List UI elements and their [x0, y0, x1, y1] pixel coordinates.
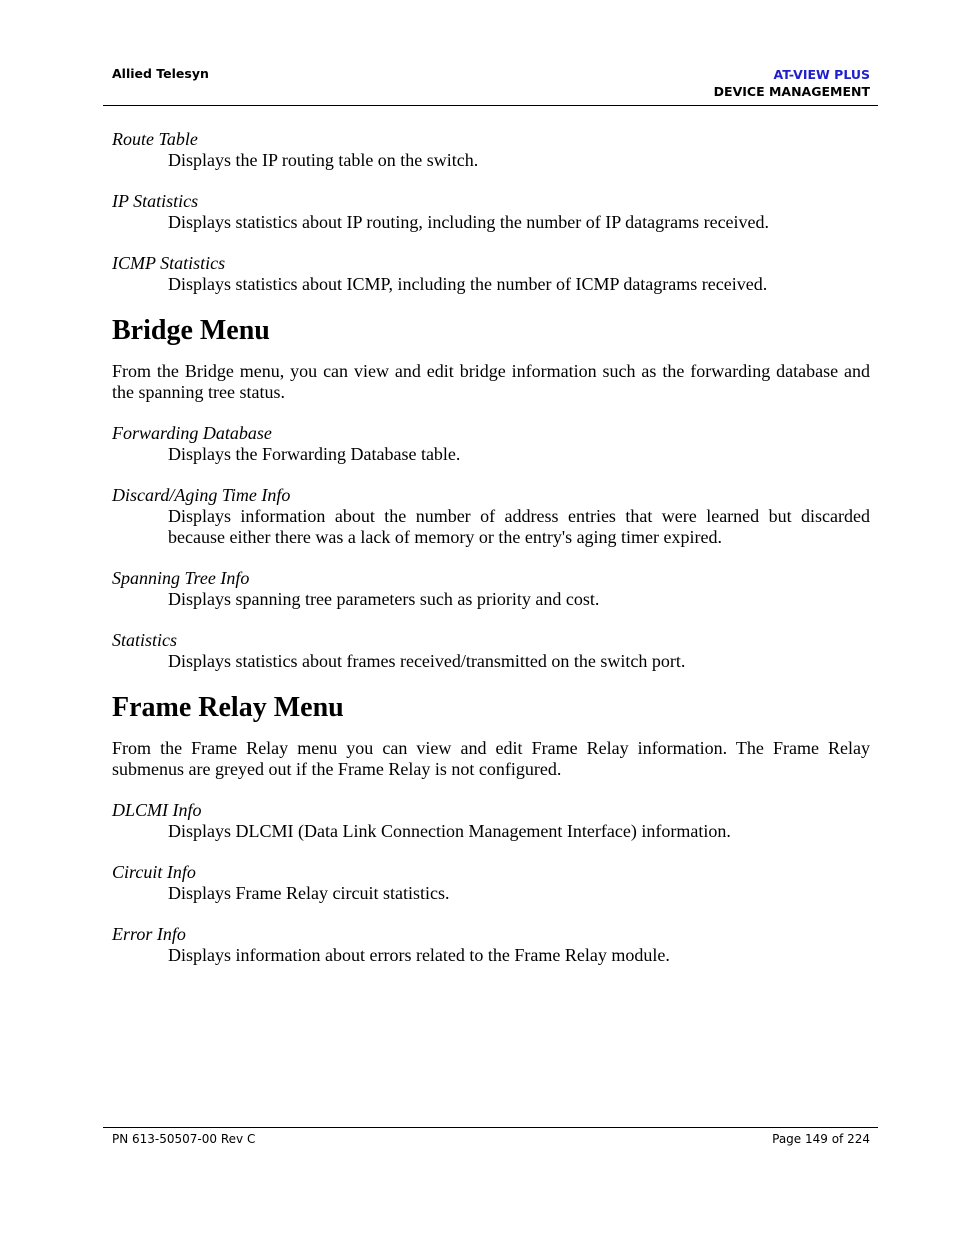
page-header: [103, 64, 878, 106]
definition-item: [112, 252, 870, 295]
term-route-table: Route Table: [112, 129, 198, 149]
desc-error-info: Displays information about errors related to the Frame Relay module.: [168, 945, 670, 965]
definition-item: [112, 629, 870, 672]
definition-item: [112, 190, 870, 233]
bridge-menu-heading: Bridge Menu: [112, 315, 270, 346]
product-name: AT-VIEW PLUS: [773, 67, 870, 82]
term-icmp-statistics: ICMP Statistics: [112, 253, 226, 273]
term-dlcmi-info: DLCMI Info: [112, 800, 202, 820]
definition-item: [112, 484, 870, 548]
term-ip-statistics: IP Statistics: [112, 191, 199, 211]
page-content: [112, 128, 870, 985]
term-error-info: Error Info: [112, 924, 186, 944]
term-discard-aging: Discard/Aging Time Info: [112, 485, 291, 505]
desc-spanning-tree: Displays spanning tree parameters such as priority and cost.: [168, 589, 600, 609]
bridge-menu-intro: From the Bridge menu, you can view and edit bridge information such as the forwarding database and the spanning tree status.: [112, 361, 870, 402]
desc-ip-statistics: Displays statistics about IP routing, including the number of IP datagrams received.: [168, 212, 770, 232]
definition-item: [112, 422, 870, 465]
term-statistics: Statistics: [112, 630, 178, 650]
definition-item: [112, 923, 870, 966]
definition-item: [112, 567, 870, 610]
header-title-block: [714, 66, 870, 100]
term-circuit-info: Circuit Info: [112, 862, 196, 882]
page-number: Page 149 of 224: [772, 1132, 870, 1146]
company-name: Allied Telesyn: [112, 66, 209, 81]
definition-item: [112, 799, 870, 842]
desc-route-table: Displays the IP routing table on the switch.: [168, 150, 479, 170]
section-name: DEVICE MANAGEMENT: [713, 84, 870, 99]
part-number: PN 613-50507-00 Rev C: [112, 1132, 256, 1146]
page-footer: [103, 1127, 878, 1152]
term-spanning-tree: Spanning Tree Info: [112, 568, 250, 588]
definition-item: [112, 861, 870, 904]
desc-icmp-statistics: Displays statistics about ICMP, including the number of ICMP datagrams received.: [168, 274, 768, 294]
term-forwarding-database: Forwarding Database: [112, 423, 272, 443]
desc-discard-aging: Displays information about the number of address entries that were learned but discarded because either there was a lack of memory or the entry's aging timer expired.: [168, 506, 870, 547]
desc-dlcmi-info: Displays DLCMI (Data Link Connection Management Interface) information.: [168, 821, 731, 841]
desc-circuit-info: Displays Frame Relay circuit statistics.: [168, 883, 450, 903]
desc-statistics: Displays statistics about frames received/transmitted on the switch port.: [168, 651, 686, 671]
frame-relay-menu-heading: Frame Relay Menu: [112, 692, 344, 723]
frame-relay-menu-intro: From the Frame Relay menu you can view and edit Frame Relay information. The Frame Relay submenus are greyed out if the Frame Relay is not configured.: [112, 738, 870, 779]
definition-item: [112, 128, 870, 171]
desc-forwarding-database: Displays the Forwarding Database table.: [168, 444, 461, 464]
